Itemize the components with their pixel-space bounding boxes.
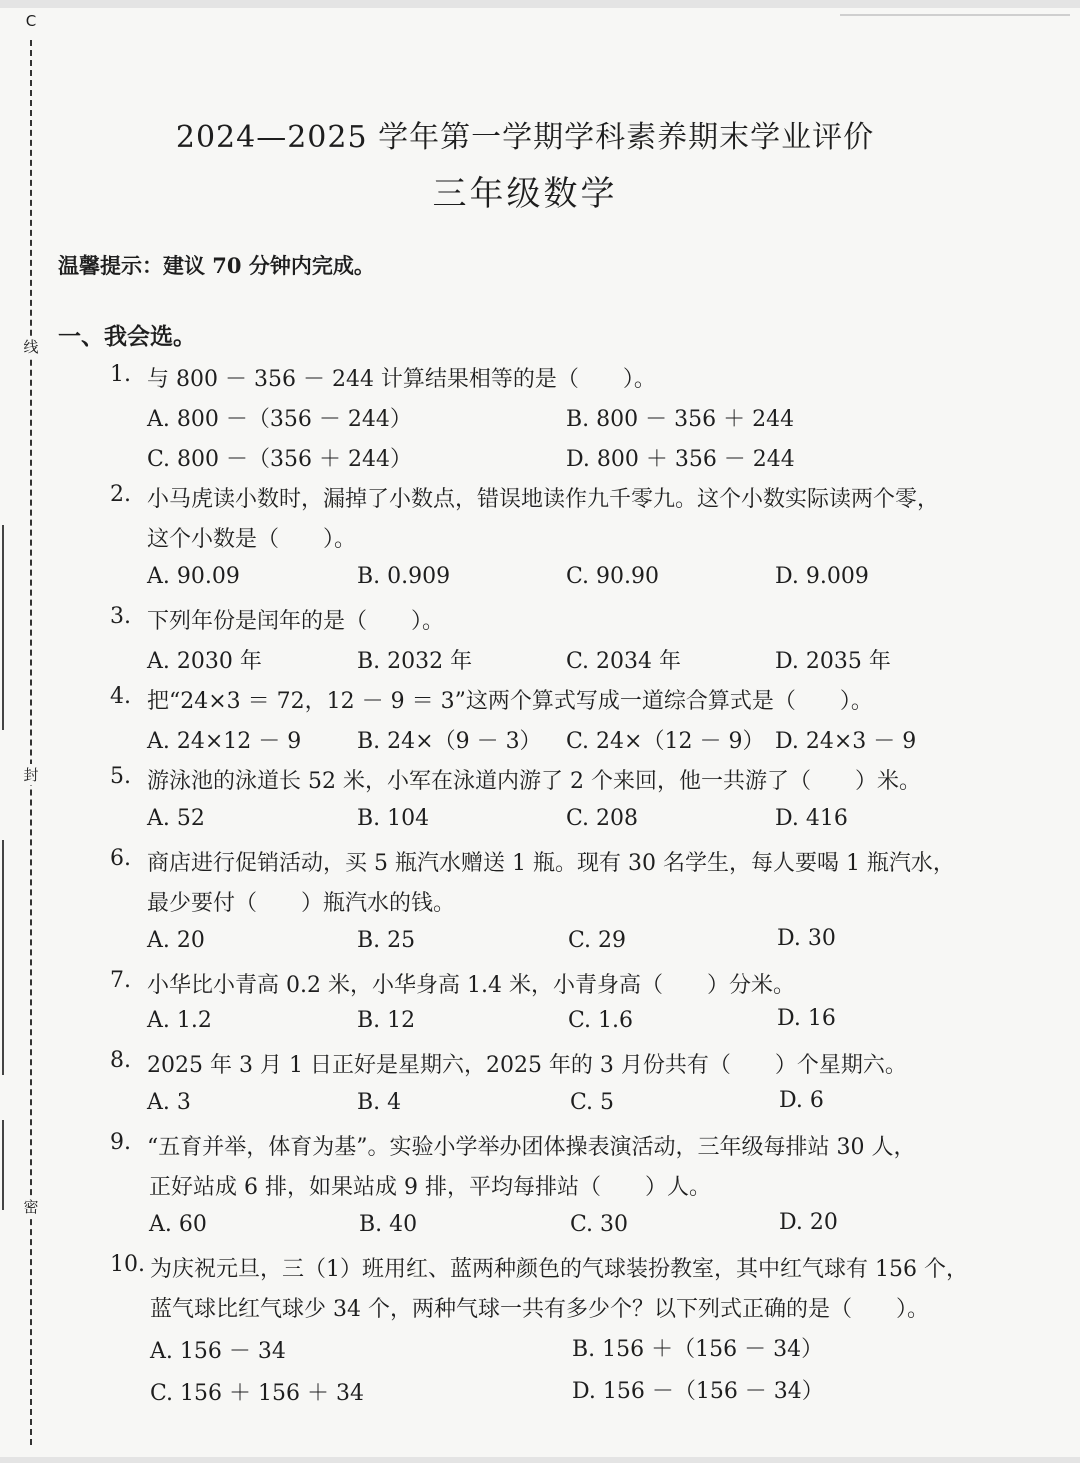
question-text: 与 800 － 356 － 244 计算结果相等的是（ ）。 (147, 367, 656, 392)
question-text: 最少要付（ ）瓶汽水的钱。 (147, 891, 456, 916)
bottom-edge (0, 1457, 1080, 1463)
option-a: A. 3 (147, 1090, 191, 1115)
question-number: 3. (110, 604, 131, 629)
top-edge (0, 0, 1080, 8)
option-b: B. 12 (357, 1008, 416, 1033)
question-number: 8. (110, 1048, 131, 1073)
question-number: 2. (110, 482, 131, 507)
option-a: A. 90.09 (147, 564, 240, 589)
option-d: D. 30 (777, 926, 836, 951)
question-text: 小华比小青高 0.2 米，小华身高 1.4 米，小青身高（ ）分米。 (147, 973, 795, 998)
question-text: “五育并举，体育为基”。实验小学举办团体操表演活动，三年级每排站 30 人， (147, 1135, 916, 1160)
question-number: 7. (110, 968, 131, 993)
binding-mark-c: C (22, 12, 40, 30)
question-text: 商店进行促销活动，买 5 瓶汽水赠送 1 瓶。现有 30 名学生，每人要喝 1 瓶汽水， (147, 851, 955, 876)
question-text: 蓝气球比红气球少 34 个，两种气球一共有多少个？以下列式正确的是（ ）。 (150, 1297, 929, 1322)
question-number: 6. (110, 846, 131, 871)
question-text: 小马虎读小数时，漏掉了小数点，错误地读作九千零九。这个小数实际读两个零， (147, 487, 940, 512)
option-c: C. 29 (568, 928, 627, 953)
tip-text: 温馨提示：建议 70 分钟内完成。 (58, 253, 375, 278)
option-c: C. 30 (570, 1212, 629, 1237)
option-d: D. 800 ＋ 356 － 244 (566, 447, 795, 472)
option-c: C. 5 (570, 1090, 615, 1115)
option-a: A. 52 (147, 806, 205, 831)
exam-title: 2024—2025 学年第一学期学科素养期末学业评价 (175, 120, 875, 155)
option-b: B. 104 (357, 806, 430, 831)
question-text: 正好站成 6 排，如果站成 9 排，平均每排站（ ）人。 (149, 1175, 711, 1200)
option-a: A. 60 (149, 1212, 207, 1237)
question-text: 为庆祝元旦，三（1）班用红、蓝两种颜色的气球装扮教室，其中红气球有 156 个， (150, 1257, 968, 1282)
option-d: D. 2035 年 (775, 649, 891, 674)
option-c: C. 156 ＋ 156 ＋ 34 (150, 1381, 364, 1406)
option-a: A. 800 －（356 － 244） (147, 407, 412, 432)
margin-line (2, 840, 4, 1075)
option-c: C. 1.6 (568, 1008, 634, 1033)
section-title: 一、我会选。 (58, 323, 196, 350)
top-rule (840, 14, 1070, 16)
option-d: D. 16 (777, 1006, 836, 1031)
option-c: C. 90.90 (566, 564, 660, 589)
question-text: 游泳池的泳道长 52 米，小军在泳道内游了 2 个来回，他一共游了（ ）米。 (147, 769, 921, 794)
option-d: D. 416 (775, 806, 848, 831)
option-d: D. 9.009 (775, 564, 869, 589)
option-c: C. 800 －（356 ＋ 244） (147, 447, 412, 472)
question-text: 把“24×3 ＝ 72，12 － 9 ＝ 3”这两个算式写成一道综合算式是（ ）。 (147, 689, 873, 714)
question-text: 下列年份是闰年的是（ ）。 (147, 609, 445, 634)
exam-subtitle: 三年级数学 (432, 174, 618, 214)
option-c: C. 24×（12 － 9） (566, 729, 765, 754)
option-b: B. 800 － 356 ＋ 244 (566, 407, 795, 432)
option-c: C. 2034 年 (566, 649, 682, 674)
option-b: B. 2032 年 (357, 649, 473, 674)
option-d: D. 6 (779, 1088, 824, 1113)
question-number: 4. (110, 684, 131, 709)
margin-line (2, 525, 4, 730)
option-d: D. 20 (779, 1210, 838, 1235)
binding-mark-secret: 密 (23, 1198, 39, 1216)
option-b: B. 40 (359, 1212, 418, 1237)
option-b: B. 25 (357, 928, 416, 953)
option-b: B. 24×（9 － 3） (357, 729, 542, 754)
margin-line (2, 1120, 4, 1210)
option-d: D. 24×3 － 9 (775, 729, 917, 754)
question-text: 这个小数是（ ）。 (147, 527, 357, 552)
binding-line (30, 40, 32, 1445)
question-number: 9. (110, 1130, 131, 1155)
option-a: A. 20 (147, 928, 205, 953)
binding-mark-seal: 封 (23, 766, 39, 784)
option-a: A. 1.2 (147, 1008, 212, 1033)
question-number: 10. (110, 1252, 145, 1277)
option-a: A. 156 － 34 (150, 1339, 286, 1364)
option-a: A. 24×12 － 9 (147, 729, 302, 754)
option-b: B. 4 (357, 1090, 402, 1115)
question-text: 2025 年 3 月 1 日正好是星期六，2025 年的 3 月份共有（ ）个星期六。 (147, 1053, 907, 1078)
question-number: 1. (110, 362, 131, 387)
binding-mark-line: 线 (23, 338, 39, 356)
option-d: D. 156 －（156 － 34） (572, 1379, 824, 1404)
option-b: B. 156 ＋（156 － 34） (572, 1337, 824, 1362)
option-a: A. 2030 年 (147, 649, 262, 674)
question-number: 5. (110, 764, 131, 789)
option-c: C. 208 (566, 806, 639, 831)
option-b: B. 0.909 (357, 564, 451, 589)
